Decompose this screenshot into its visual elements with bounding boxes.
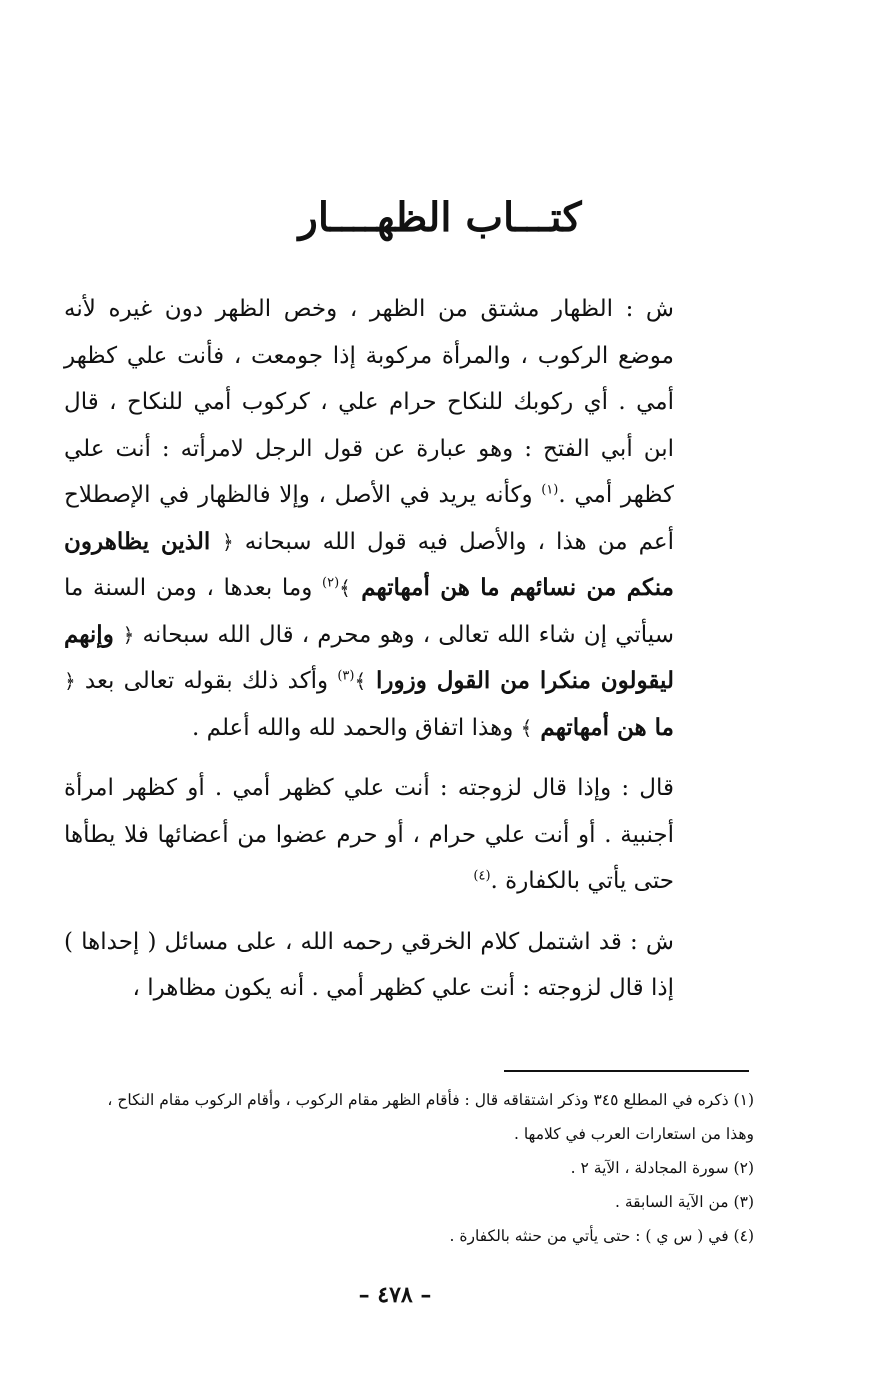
- quran-bracket-close: ﴾: [354, 669, 367, 693]
- footnote-ref-1[interactable]: (١): [541, 482, 559, 498]
- footnotes: [64, 1083, 754, 1253]
- quran-verse: ما هن أمهاتهم: [532, 713, 674, 741]
- footnote-number: (٤): [733, 1227, 754, 1245]
- chapter-title: كتـــاب الظهــــار: [298, 194, 582, 241]
- footnote-3: [64, 1185, 754, 1219]
- footnote-2: [64, 1151, 754, 1185]
- text-segment: وما بعدها ، ومن السنة ما سيأتي إن شاء الله تعالى ، وهو محرم ، قال الله سبحانه: [64, 575, 674, 648]
- text-segment: وهذا اتفاق والحمد لله والله أعلم .: [192, 714, 521, 741]
- page-number: – ٤٧٨ –: [358, 1282, 432, 1308]
- footnote-1-continuation: وهذا من استعارات العرب في كلامها .: [513, 1125, 754, 1143]
- quran-bracket-open: ﴿: [122, 622, 135, 647]
- text-segment: قال : وإذا قال لزوجته : أنت علي كظهر أمي . أو كظهر امرأة أجنبية . أو أنت علي حرام ، أو حرم عضوا من أعضائها فلا يطأها حتى يأتي بالكفارة .: [64, 775, 674, 894]
- footnote-number: (١): [733, 1091, 754, 1109]
- quran-bracket-open: ﴿: [221, 529, 234, 554]
- footnote-ref-2[interactable]: (٢): [322, 575, 340, 591]
- footnote-text: في ( س ي ) : حتى يأتي من حنثه بالكفارة .: [449, 1227, 729, 1245]
- text-segment: وأكد ذلك بقوله تعالى بعد: [75, 668, 338, 694]
- paragraph-commentary-intro: [64, 286, 674, 751]
- main-text: [64, 286, 674, 1012]
- footnote-number: (٣): [733, 1193, 754, 1211]
- quran-bracket-open: ﴿: [64, 669, 76, 693]
- footnote-ref-3[interactable]: (٣): [337, 668, 355, 684]
- text-segment: ش : قد اشتمل كلام الخرقي رحمه الله ، على مسائل ( إحداها ) إذا قال لزوجته : أنت علي كظهر أمي . أنه يكون مظاهرا ،: [64, 928, 674, 1001]
- footnote-text: من الآية السابقة .: [614, 1193, 729, 1211]
- text-segment: وكأنه يريد في الأصل ، وإلا فالظهار في الإصطلاح أعم من هذا ، والأصل فيه قول الله سبحانه: [64, 482, 674, 555]
- footnote-separator: [504, 1070, 749, 1072]
- quran-verse: الذين يظاهرون منكم من نسائهم ما هن أمهاتهم: [64, 527, 674, 601]
- footnote-ref-4[interactable]: (٤): [473, 868, 491, 884]
- footnote-text: ذكره في المطلع ٣٤٥ وذكر اشتقاقه قال : فأقام الظهر مقام الركوب ، وأقام الركوب مقام النكاح ،: [107, 1091, 729, 1109]
- quran-verse: وإنهم ليقولون منكرا من القول وزورا: [64, 620, 674, 694]
- footnote-4: [64, 1219, 754, 1253]
- footnote-1: [64, 1083, 754, 1117]
- quran-bracket-close: ﴾: [339, 576, 351, 600]
- footnote-number: (٢): [733, 1159, 754, 1177]
- quran-bracket-close: ﴾: [520, 715, 533, 740]
- footnote-text: سورة المجادلة ، الآية ٢ .: [570, 1159, 729, 1177]
- text-segment: ش : الظهار مشتق من الظهر ، وخص الظهر دون غيره لأنه موضع الركوب ، والمرأة مركوبة إذا جومعت ، فأنت علي كظهر أمي . أي ركوبك للنكاح حرام علي ، كركوب أمي للنكاح ، قال ابن أبي الفتح : وهو عبارة عن قول الرجل لامرأته : أنت علي كظهر أمي .: [64, 296, 674, 508]
- paragraph-commentary: [64, 919, 674, 1012]
- paragraph-matn: [64, 765, 674, 905]
